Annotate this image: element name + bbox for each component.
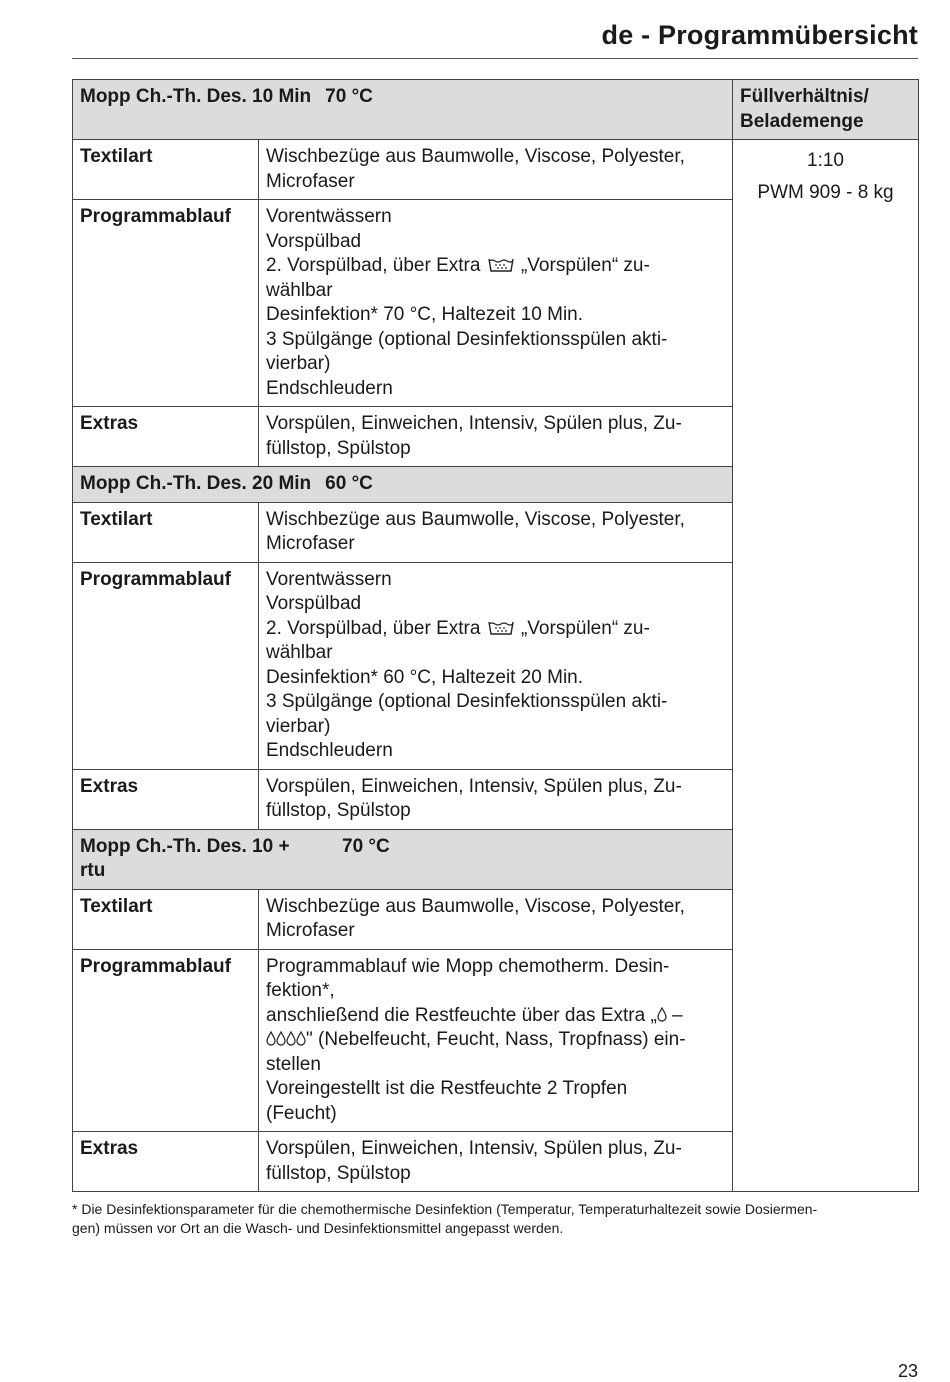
page-number: 23 bbox=[897, 1361, 918, 1381]
water-drop-icon bbox=[266, 1031, 276, 1046]
ratio-column-heading bbox=[733, 80, 919, 140]
text-line: Endschleudern bbox=[266, 740, 393, 761]
text-part: „Vorspülen“ zu- bbox=[520, 617, 650, 639]
row-value bbox=[259, 889, 733, 949]
text-line: wählbar bbox=[266, 279, 333, 301]
text-line: Vorspülbad bbox=[266, 593, 362, 614]
text-line: füllstop, Spülstop bbox=[266, 800, 411, 821]
text-line: Vorspülen, Einweichen, Intensiv, Spülen plus, Zu- bbox=[266, 1138, 682, 1159]
text-line: Microfaser bbox=[266, 920, 355, 941]
text-line: Vorspülbad bbox=[266, 230, 362, 252]
water-drop-icon bbox=[296, 1031, 306, 1046]
row-label: Textilart bbox=[73, 889, 259, 949]
header-divider bbox=[72, 58, 918, 59]
row-value bbox=[259, 769, 733, 829]
footnote-line: * Die Desinfektionsparameter für die chemothermische Desinfektion (Temperatur, Temperaturhaltezeit sowie Dosiermen- bbox=[72, 1201, 818, 1217]
text-part: " (Nebelfeucht, Feucht, Nass, Tropfnass) ein- bbox=[306, 1029, 686, 1050]
text-part: anschließend die Restfeuchte über das Extra „ bbox=[266, 1004, 657, 1026]
text-line: Microfaser bbox=[266, 533, 355, 554]
prewash-tub-icon bbox=[488, 620, 514, 636]
program-temperature: 60 °C bbox=[325, 473, 373, 494]
text-line: Endschleudern bbox=[266, 377, 393, 399]
text-part: – bbox=[666, 1004, 683, 1026]
text-line: Vorspülen, Einweichen, Intensiv, Spülen plus, Zu- bbox=[266, 775, 682, 797]
row-label: Extras bbox=[73, 769, 259, 829]
program-name: Mopp Ch.-Th. Des. 10 + bbox=[80, 835, 290, 857]
footnote bbox=[72, 1200, 918, 1238]
text-line: wählbar bbox=[266, 642, 333, 663]
row-value bbox=[259, 140, 733, 200]
ratio-value: 1:10 bbox=[807, 150, 844, 171]
row-label: Extras bbox=[73, 407, 259, 467]
text-line: stellen bbox=[266, 1053, 321, 1075]
prewash-tub-icon bbox=[488, 257, 514, 273]
table-row bbox=[73, 140, 919, 200]
row-label: Programmablauf bbox=[73, 200, 259, 407]
text-part: 2. Vorspülbad, über Extra bbox=[266, 617, 481, 639]
row-value bbox=[259, 1132, 733, 1192]
text-line: Voreingestellt ist die Restfeuchte 2 Tropfen bbox=[266, 1078, 628, 1099]
text-line bbox=[266, 1028, 725, 1053]
text-line: Programmablauf wie Mopp chemotherm. Desin- bbox=[266, 955, 670, 977]
text-line: vierbar) bbox=[266, 715, 331, 737]
text-line: Vorentwässern bbox=[266, 568, 392, 590]
page-title: de - Programmübersicht bbox=[601, 20, 918, 50]
text-part: „Vorspülen“ zu- bbox=[520, 255, 650, 276]
section-title bbox=[73, 80, 733, 140]
row-label: Programmablauf bbox=[73, 562, 259, 769]
text-line bbox=[266, 1004, 725, 1029]
text-line: Vorentwässern bbox=[266, 206, 392, 227]
water-drop-icon bbox=[657, 1007, 667, 1022]
water-drop-icon bbox=[276, 1031, 286, 1046]
row-value bbox=[259, 949, 733, 1132]
text-line: Wischbezüge aus Baumwolle, Viscose, Polyester, bbox=[266, 508, 685, 530]
program-name-continued: rtu bbox=[80, 860, 106, 881]
text-line: Wischbezüge aus Baumwolle, Viscose, Polyester, bbox=[266, 146, 685, 167]
text-line bbox=[266, 254, 725, 279]
program-name: Mopp Ch.-Th. Des. 10 Min bbox=[80, 86, 312, 107]
program-table bbox=[72, 79, 919, 1192]
section-title bbox=[73, 829, 733, 889]
text-line: füllstop, Spülstop bbox=[266, 437, 411, 459]
text-line: füllstop, Spülstop bbox=[266, 1162, 411, 1184]
ratio-heading-line: Füllverhältnis/ bbox=[740, 86, 869, 107]
text-line: Vorspülen, Einweichen, Intensiv, Spülen plus, Zu- bbox=[266, 413, 682, 434]
program-temperature: 70 °C bbox=[342, 835, 390, 857]
ratio-cell bbox=[733, 140, 919, 1192]
text-line: Desinfektion* 60 °C, Haltezeit 20 Min. bbox=[266, 666, 584, 688]
section-title-inline bbox=[80, 835, 725, 860]
text-line bbox=[266, 617, 725, 642]
row-value bbox=[259, 562, 733, 769]
footnote-line: gen) müssen vor Ort an die Wasch- und Desinfektionsmittel angepasst werden. bbox=[72, 1220, 564, 1236]
row-label: Textilart bbox=[73, 502, 259, 562]
section-header-row bbox=[73, 80, 919, 140]
row-label: Extras bbox=[73, 1132, 259, 1192]
row-label: Programmablauf bbox=[73, 949, 259, 1132]
water-drop-icon bbox=[286, 1031, 296, 1046]
row-value bbox=[259, 200, 733, 407]
text-line: 3 Spülgänge (optional Desinfektionsspülen akti- bbox=[266, 691, 668, 712]
program-temperature: 70 °C bbox=[325, 86, 373, 107]
machine-capacity: PWM 909 - 8 kg bbox=[757, 182, 894, 203]
text-part: 2. Vorspülbad, über Extra bbox=[266, 255, 481, 276]
text-line: vierbar) bbox=[266, 353, 331, 374]
row-value bbox=[259, 407, 733, 467]
program-name: Mopp Ch.-Th. Des. 20 Min bbox=[80, 473, 312, 494]
section-title bbox=[73, 467, 733, 503]
row-value bbox=[259, 502, 733, 562]
ratio-heading-line: Belademenge bbox=[740, 110, 864, 132]
row-label: Textilart bbox=[73, 140, 259, 200]
text-line: Wischbezüge aus Baumwolle, Viscose, Polyester, bbox=[266, 895, 685, 917]
text-line: fektion*, bbox=[266, 980, 335, 1001]
text-line: Microfaser bbox=[266, 170, 355, 192]
text-line: 3 Spülgänge (optional Desinfektionsspülen akti- bbox=[266, 328, 668, 350]
text-line: (Feucht) bbox=[266, 1102, 337, 1124]
text-line: Desinfektion* 70 °C, Haltezeit 10 Min. bbox=[266, 304, 584, 325]
